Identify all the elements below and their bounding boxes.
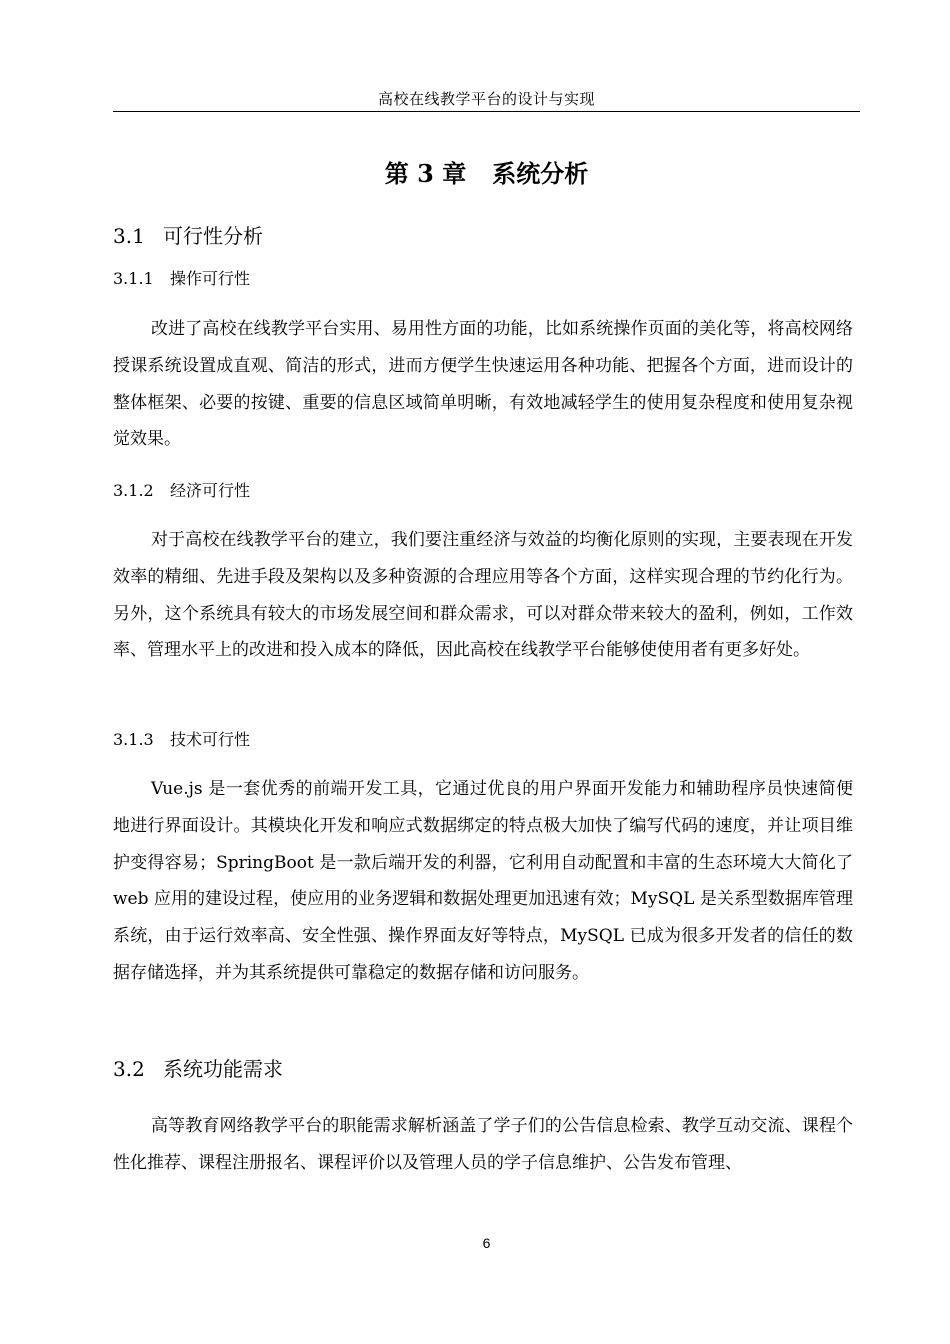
paragraph-economic-feasibility: 对于高校在线教学平台的建立，我们要注重经济与效益的均衡化原则的实现，主要表现在开发效率的精细、先进手段及架构以及多种资源的合理应用等各个方面，这样实现合理的节约化行为。另外，这个系统具有较大的市场发展空间和群众需求，可以对群众带来较大的盈利，例如，工作效率、管理水平上的改进和投入成本的降低，因此高校在线教学平台能够使使用者有更多好处。 [113,530,853,661]
subsection-title: 技术可行性 [170,730,251,749]
section-heading-3-1 [113,221,263,251]
chapter-title-text: 系统分析 [492,159,589,188]
subsection-heading-3-1-2 [113,479,250,503]
chapter-title [113,156,860,192]
subsection-title: 操作可行性 [170,269,251,288]
header-rule [113,111,860,112]
section-number: 3.2 [113,1057,145,1081]
paragraph-functional-requirements: 高等教育网络教学平台的职能需求解析涵盖了学子们的公告信息检索、教学互动交流、课程个性化推荐、课程注册报名、课程评价以及管理人员的学子信息维护、公告发布管理、 [113,1116,853,1173]
paragraph-operational-feasibility: 改进了高校在线教学平台实用、易用性方面的功能，比如系统操作页面的美化等，将高校网络授课系统设置成直观、简洁的形式，进而方便学生快速运用各种功能、把握各个方面，进而设计的整体框架、必要的按键、重要的信息区域简单明晰，有效地减轻学生的使用复杂程度和使用复杂视觉效果。 [113,319,853,450]
chapter-number: 第 3 章 [384,159,467,188]
running-header: 高校在线教学平台的设计与实现 [377,90,595,108]
subsection-number: 3.1.3 [113,730,154,749]
subsection-number: 3.1.1 [113,269,154,288]
subsection-heading-3-1-1 [113,267,250,291]
paragraph-technical-feasibility: Vue.js 是一套优秀的前端开发工具，它通过优良的用户界面开发能力和辅助程序员快速简便地进行界面设计。其模块化开发和响应式数据绑定的特点极大加快了编写代码的速度，并让项目维护变得容易；SpringBoot 是一款后端开发的利器，它利用自动配置和丰富的生态环境大大简化了 web 应用的建设过程，使应用的业务逻辑和数据处理更加迅速有效；MySQL 是关系型数据库管理系统，由于运行效率高、安全性强、操作界面友好等特点，MySQL 已成为很多开发者的信任的数据存储选择，并为其系统提供可靠稳定的数据存储和访问服务。 [113,779,853,983]
subsection-heading-3-1-3 [113,728,250,752]
section-number: 3.1 [113,224,145,248]
subsection-number: 3.1.2 [113,481,154,500]
section-title: 系统功能需求 [163,1057,283,1081]
section-heading-3-2 [113,1054,283,1084]
subsection-title: 经济可行性 [170,481,251,500]
page-number: 6 [482,1235,491,1251]
section-title: 可行性分析 [163,224,263,248]
